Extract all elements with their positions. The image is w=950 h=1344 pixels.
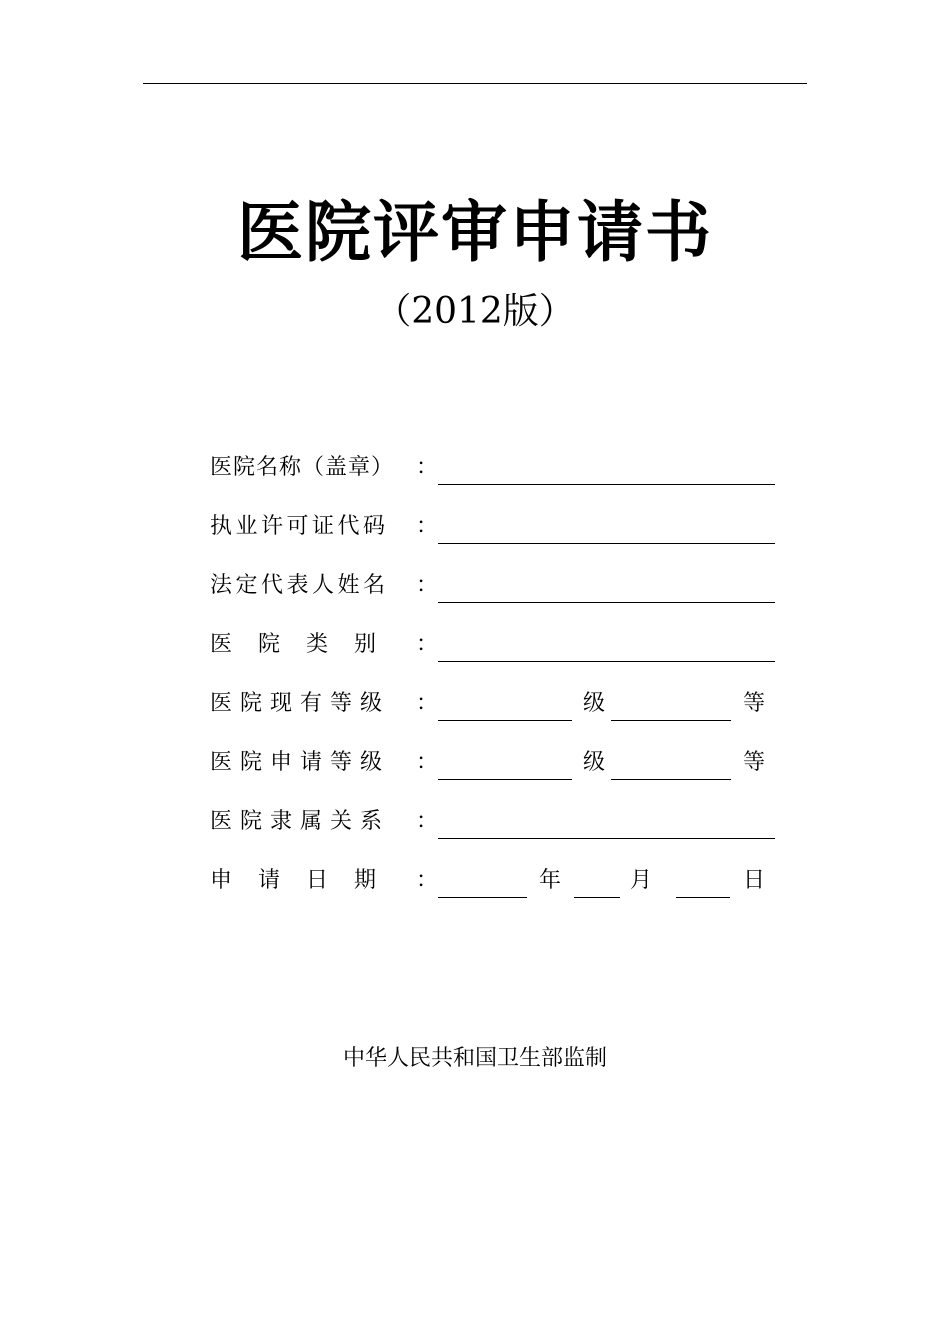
hospital-name-input-line[interactable] [438, 484, 775, 485]
field-legal-representative [210, 570, 776, 606]
date-unit-month: 月 [630, 868, 653, 893]
license-code-input-line[interactable] [438, 543, 775, 544]
field-label: 执业许可证代码 [210, 514, 389, 539]
field-current-grade [210, 688, 776, 724]
field-label: 法定代表人姓名 [210, 573, 389, 598]
date-unit-day: 日 [743, 868, 766, 893]
hospital-category-input-line[interactable] [438, 661, 775, 662]
grade-unit-ji: 级 [583, 691, 606, 716]
grade-unit-deng: 等 [743, 691, 766, 716]
legal-representative-input-line[interactable] [438, 602, 775, 603]
field-colon: ： [416, 809, 439, 834]
field-applied-grade [210, 747, 776, 783]
field-application-date [210, 865, 776, 901]
field-colon: ： [416, 573, 439, 598]
applied-grade-class-input-line[interactable] [611, 779, 731, 780]
document-title: 医院评审申请书 [237, 193, 713, 271]
date-month-input-line[interactable] [574, 897, 620, 898]
field-colon: ： [416, 455, 439, 480]
document-subtitle: （2012版） [375, 291, 575, 332]
applied-grade-level-input-line[interactable] [438, 779, 572, 780]
field-affiliation [210, 806, 776, 842]
affiliation-input-line[interactable] [438, 838, 775, 839]
grade-unit-ji: 级 [583, 750, 606, 775]
field-label: 申 请 日 期 [210, 868, 379, 893]
current-grade-class-input-line[interactable] [611, 720, 731, 721]
date-unit-year: 年 [539, 868, 562, 893]
top-rule [143, 83, 807, 84]
field-colon: ： [416, 750, 439, 775]
issuer-footer: 中华人民共和国卫生部监制 [342, 1046, 607, 1071]
field-label: 医 院 类 别 [210, 632, 379, 657]
field-label: 医 院 申 请 等 级 [210, 750, 383, 775]
grade-unit-deng: 等 [743, 750, 766, 775]
field-colon: ： [416, 868, 439, 893]
field-label: 医 院 现 有 等 级 [210, 691, 383, 716]
field-colon: ： [416, 632, 439, 657]
field-colon: ： [416, 514, 439, 539]
field-hospital-name [210, 452, 776, 488]
field-license-code [210, 511, 776, 547]
date-day-input-line[interactable] [676, 897, 730, 898]
date-year-input-line[interactable] [438, 897, 527, 898]
current-grade-level-input-line[interactable] [438, 720, 572, 721]
field-label: 医院名称（盖章） [210, 455, 395, 480]
field-colon: ： [416, 691, 439, 716]
field-hospital-category [210, 629, 776, 665]
field-label: 医 院 隶 属 关 系 [210, 809, 383, 834]
